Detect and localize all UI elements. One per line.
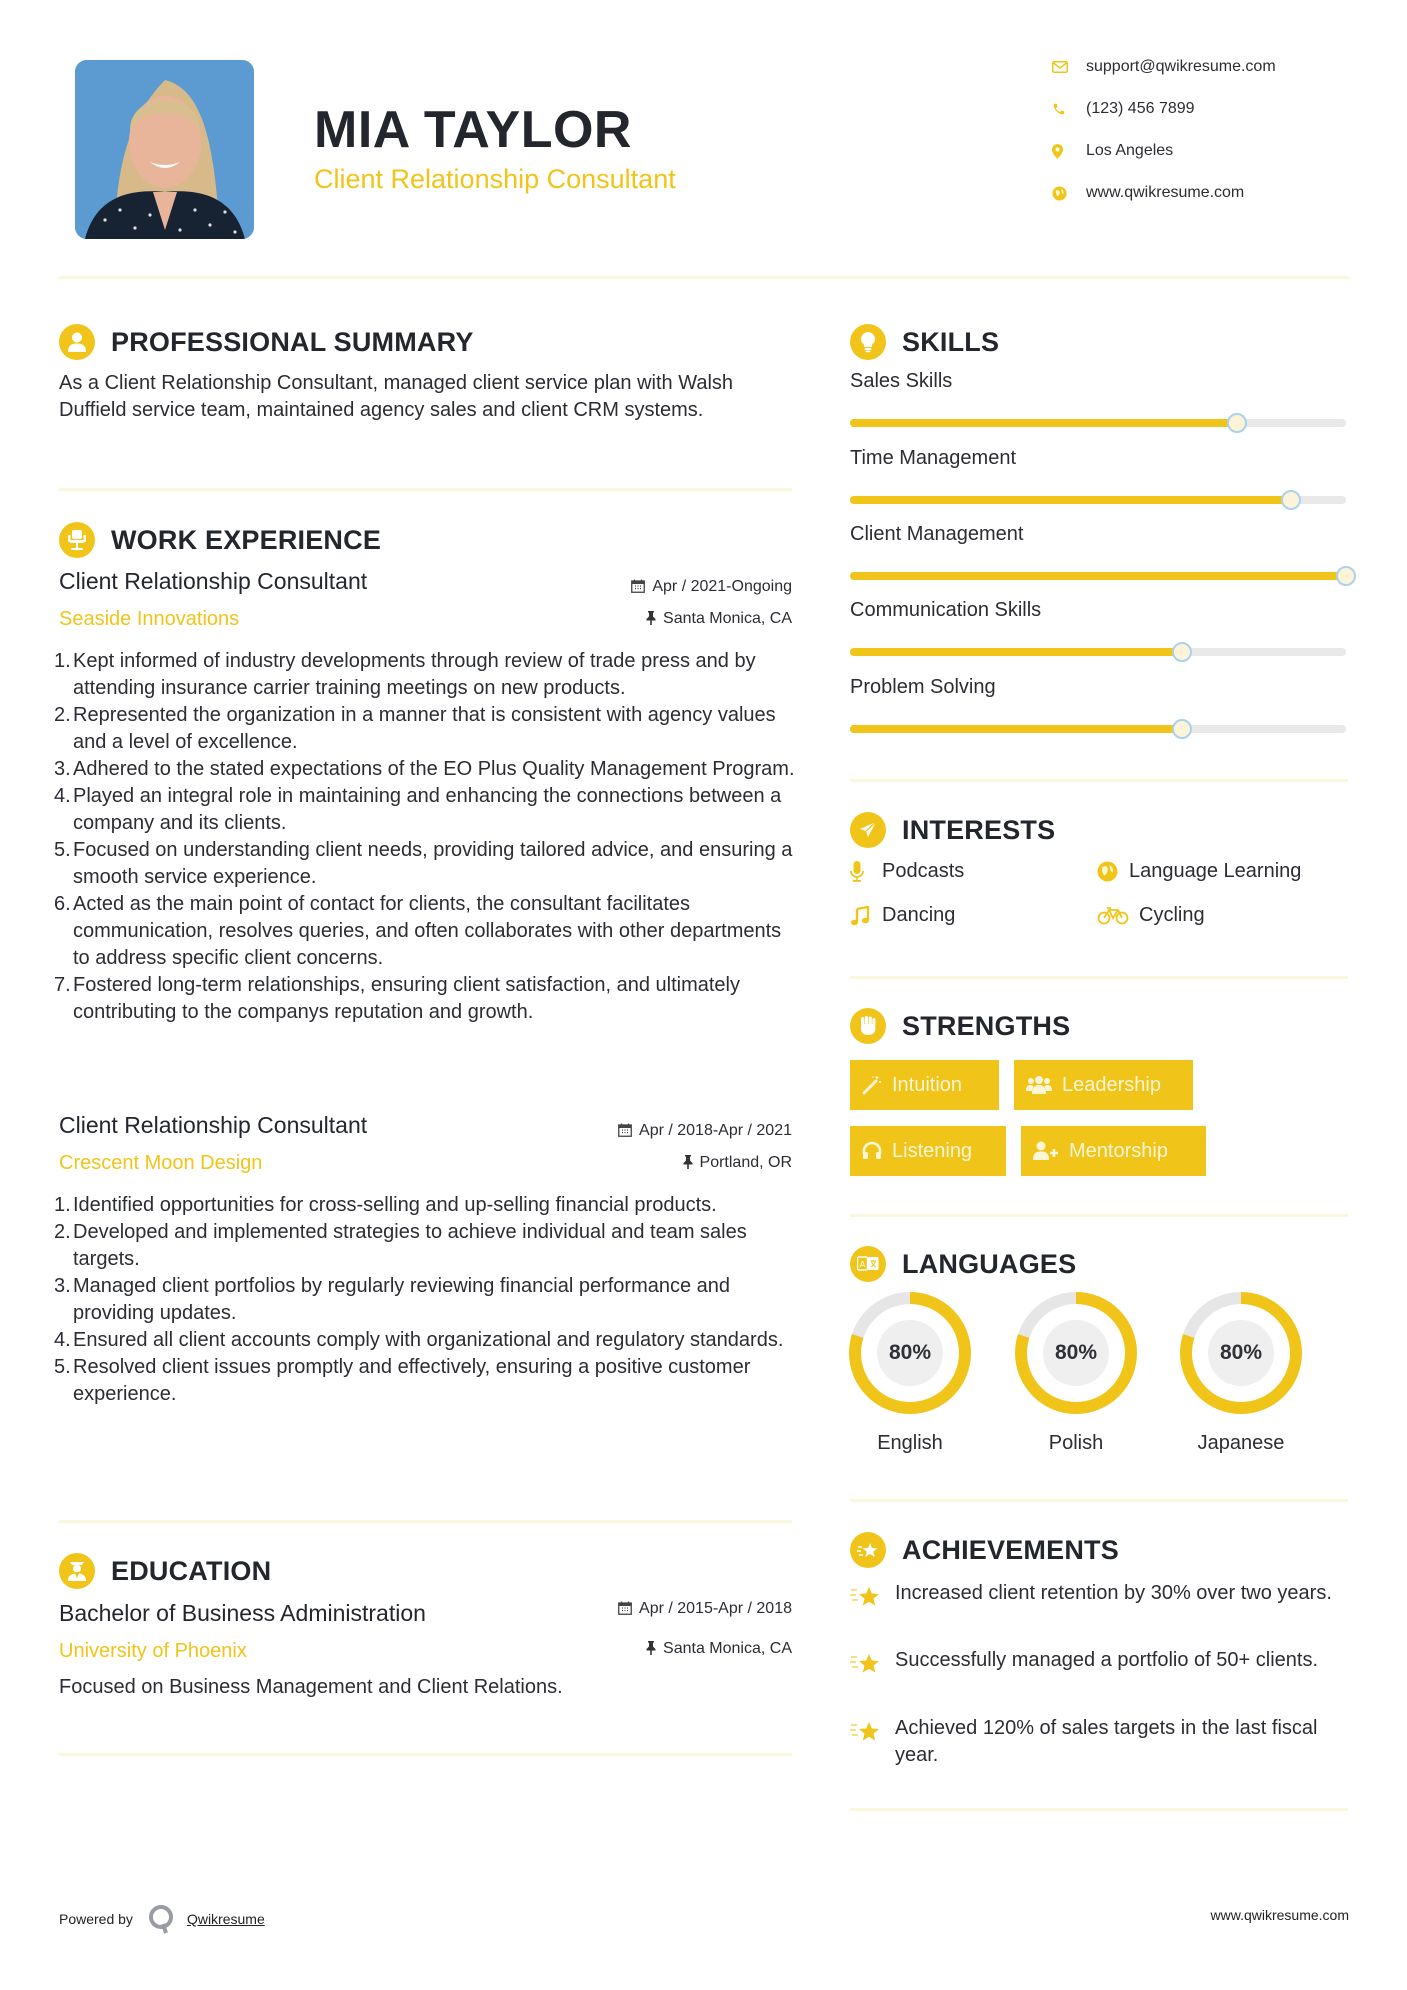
skill-item xyxy=(850,370,1346,427)
magic-wand-icon xyxy=(862,1075,882,1095)
footer-website[interactable]: www.qwikresume.com xyxy=(1210,1907,1349,1923)
user-plus-icon xyxy=(1033,1141,1059,1161)
list-item: 6. Acted as the main point of contact for clients, the consultant facilitates communication, resolves queries, and often collaborates with other departments to address specific client concerns. xyxy=(54,893,782,969)
job-company: Seaside Innovations xyxy=(59,608,240,630)
email-text: support@qwikresume.com xyxy=(1086,58,1276,75)
list-item: 7. Fostered long-term relationships, ensuring client satisfaction, and ultimately contributing to the companys reputation and growth. xyxy=(54,974,740,1023)
language-item xyxy=(1180,1292,1302,1455)
skill-fill xyxy=(850,725,1182,733)
experience-heading: WORK EXPERIENCE xyxy=(59,522,381,558)
summary-heading: PROFESSIONAL SUMMARY xyxy=(59,324,474,360)
list-item: 1. Identified opportunities for cross-selling and up-selling financial products. xyxy=(54,1194,717,1216)
skill-item xyxy=(850,599,1346,656)
skill-fill xyxy=(850,648,1182,656)
slider-handle[interactable] xyxy=(1281,490,1301,510)
strength-chip: Mentorship xyxy=(1021,1126,1206,1176)
skill-slider[interactable] xyxy=(850,419,1346,427)
paper-plane-icon xyxy=(850,812,886,848)
phone-icon xyxy=(1052,102,1086,116)
list-item: 1. Kept informed of industry developments through review of trade press and by attending insurance carrier training meetings on new products. xyxy=(54,650,756,699)
strength-chip: Listening xyxy=(850,1126,1006,1176)
pushpin-icon xyxy=(646,611,656,628)
user-icon xyxy=(59,324,95,360)
strength-chip: Leadership xyxy=(1014,1060,1193,1110)
language-progress-ring xyxy=(849,1292,971,1414)
globe-icon xyxy=(1052,186,1086,201)
candidate-title: Client Relationship Consultant xyxy=(314,164,676,194)
job-location: Santa Monica, CA xyxy=(500,610,792,628)
interests-divider xyxy=(850,976,1348,979)
school-name: University of Phoenix xyxy=(59,1640,247,1662)
skill-fill xyxy=(850,572,1346,580)
slider-handle[interactable] xyxy=(1227,413,1247,433)
qwikresume-link[interactable]: Qwikresume xyxy=(186,1911,265,1927)
job-dates: Apr / 2021-Ongoing xyxy=(500,578,792,596)
calendar-icon xyxy=(631,579,645,596)
skill-label: Sales Skills xyxy=(850,370,953,392)
strengths-divider xyxy=(850,1214,1348,1217)
job-title: Client Relationship Consultant xyxy=(59,568,368,594)
graduate-icon xyxy=(59,1553,95,1589)
skill-label: Time Management xyxy=(850,447,1016,469)
job-title: Client Relationship Consultant xyxy=(59,1112,368,1138)
translate-icon xyxy=(850,1246,886,1282)
language-progress-ring xyxy=(1015,1292,1137,1414)
calendar-icon xyxy=(618,1601,632,1618)
list-item: 4. Played an integral role in maintaining and enhancing the connections between a company and its clients. xyxy=(54,785,782,834)
qwikresume-logo-icon xyxy=(147,1904,175,1934)
shooting-star-icon xyxy=(850,1647,895,1683)
language-item xyxy=(849,1292,971,1455)
list-item: 5. Focused on understanding client needs, providing tailored advice, and ensuring a smooth service experience. xyxy=(54,839,793,888)
language-percent: 80% xyxy=(1043,1320,1109,1386)
skill-item xyxy=(850,676,1346,733)
list-item: 4. Ensured all client accounts comply with organizational and regulatory standards. xyxy=(54,1329,784,1351)
languages-heading: A LANGUAGES xyxy=(850,1246,1076,1282)
skills-divider xyxy=(850,779,1348,782)
pushpin-icon xyxy=(646,1641,656,1658)
education-location: Santa Monica, CA xyxy=(500,1640,792,1658)
location-text: Los Angeles xyxy=(1086,142,1174,159)
education-divider xyxy=(59,1753,792,1756)
pushpin-icon xyxy=(683,1155,693,1172)
skill-slider[interactable] xyxy=(850,496,1346,504)
lightbulb-icon xyxy=(850,324,886,360)
achievement-item: Successfully managed a portfolio of 50+ clients. xyxy=(850,1647,1348,1683)
achievement-item: Achieved 120% of sales targets in the last fiscal year. xyxy=(850,1715,1348,1769)
interest-item: Podcasts xyxy=(850,860,964,883)
skill-fill xyxy=(850,419,1237,427)
job-dates: Apr / 2018-Apr / 2021 xyxy=(500,1122,792,1140)
skill-slider[interactable] xyxy=(850,648,1346,656)
website-text: www.qwikresume.com xyxy=(1086,184,1245,201)
headphones-icon xyxy=(862,1141,882,1161)
shooting-star-icon xyxy=(850,1715,895,1769)
contact-email[interactable] xyxy=(1052,58,1382,76)
job-duties-list xyxy=(54,648,799,1026)
music-note-icon xyxy=(850,906,882,926)
shooting-star-icon xyxy=(850,1532,886,1568)
skill-fill xyxy=(850,496,1291,504)
powered-by xyxy=(59,1904,265,1934)
interest-item: Language Learning xyxy=(1097,860,1301,883)
list-item: 2. Represented the organization in a manner that is consistent with agency values and a level of excellence. xyxy=(54,704,776,753)
strengths-heading: STRENGTHS xyxy=(850,1008,1070,1044)
skill-item xyxy=(850,523,1346,580)
language-progress-ring xyxy=(1180,1292,1302,1414)
slider-handle[interactable] xyxy=(1172,642,1192,662)
office-chair-icon xyxy=(59,522,95,558)
list-item: 5. Resolved client issues promptly and effectively, ensuring a positive customer experience. xyxy=(54,1356,751,1405)
shooting-star-icon xyxy=(850,1580,895,1616)
list-item: 2. Developed and implemented strategies to achieve individual and team sales targets. xyxy=(54,1221,747,1270)
skill-label: Problem Solving xyxy=(850,676,996,698)
summary-text: As a Client Relationship Consultant, managed client service plan with Walsh Duffield service team, maintained agency sales and client CRM systems. xyxy=(59,372,734,421)
globe-icon xyxy=(1097,861,1129,882)
skill-slider[interactable] xyxy=(850,572,1346,580)
language-percent: 80% xyxy=(1208,1320,1274,1386)
users-icon xyxy=(1026,1075,1052,1095)
skill-slider[interactable] xyxy=(850,725,1346,733)
job-location: Portland, OR xyxy=(500,1154,792,1172)
skill-label: Communication Skills xyxy=(850,599,1042,621)
fist-icon xyxy=(850,1008,886,1044)
contact-phone[interactable] xyxy=(1052,100,1382,118)
map-pin-icon xyxy=(1052,144,1086,159)
slider-handle[interactable] xyxy=(1336,566,1356,586)
language-name: English xyxy=(877,1432,943,1454)
candidate-name: MIA TAYLOR xyxy=(314,101,632,159)
achievement-item: Increased client retention by 30% over two years. xyxy=(850,1580,1348,1616)
portrait-illustration xyxy=(75,60,254,239)
phone-text: (123) 456 7899 xyxy=(1086,100,1195,117)
powered-by-label: Powered by xyxy=(59,1911,133,1927)
list-item: 3. Adhered to the stated expectations of the EO Plus Quality Management Program. xyxy=(54,758,795,780)
contact-website[interactable] xyxy=(1052,184,1382,202)
slider-handle[interactable] xyxy=(1172,719,1192,739)
education-dates: Apr / 2015-Apr / 2018 xyxy=(500,1600,792,1618)
profile-photo xyxy=(75,60,254,239)
summary-divider xyxy=(59,488,792,491)
language-name: Japanese xyxy=(1197,1432,1285,1454)
achievements-divider xyxy=(850,1808,1348,1811)
header-divider xyxy=(59,276,1349,279)
skill-item xyxy=(850,447,1346,504)
contact-location xyxy=(1052,142,1382,160)
degree-title: Bachelor of Business Administration xyxy=(59,1600,426,1626)
experience-divider xyxy=(59,1520,792,1523)
interests-heading: INTERESTS xyxy=(850,812,1055,848)
languages-divider xyxy=(850,1499,1348,1502)
job-company: Crescent Moon Design xyxy=(59,1152,263,1174)
language-name: Polish xyxy=(1048,1432,1104,1454)
achievements-heading: ACHIEVEMENTS xyxy=(850,1532,1119,1568)
skill-label: Client Management xyxy=(850,523,1024,545)
language-item xyxy=(1015,1292,1137,1455)
skills-heading: SKILLS xyxy=(850,324,999,360)
interest-item: Dancing xyxy=(850,904,955,927)
strength-chip: Intuition xyxy=(850,1060,999,1110)
job-duties-list xyxy=(54,1192,799,1408)
calendar-icon xyxy=(618,1123,632,1140)
language-percent: 80% xyxy=(877,1320,943,1386)
education-heading: EDUCATION xyxy=(59,1553,271,1589)
svg-text:A: A xyxy=(859,1260,866,1269)
bicycle-icon xyxy=(1097,907,1139,925)
list-item: 3. Managed client portfolios by regularly reviewing financial performance and providing updates. xyxy=(54,1275,731,1324)
education-description: Focused on Business Management and Client Relations. xyxy=(59,1676,563,1698)
envelope-icon xyxy=(1052,61,1086,73)
interest-item: Cycling xyxy=(1097,904,1205,927)
microphone-icon xyxy=(850,861,882,883)
